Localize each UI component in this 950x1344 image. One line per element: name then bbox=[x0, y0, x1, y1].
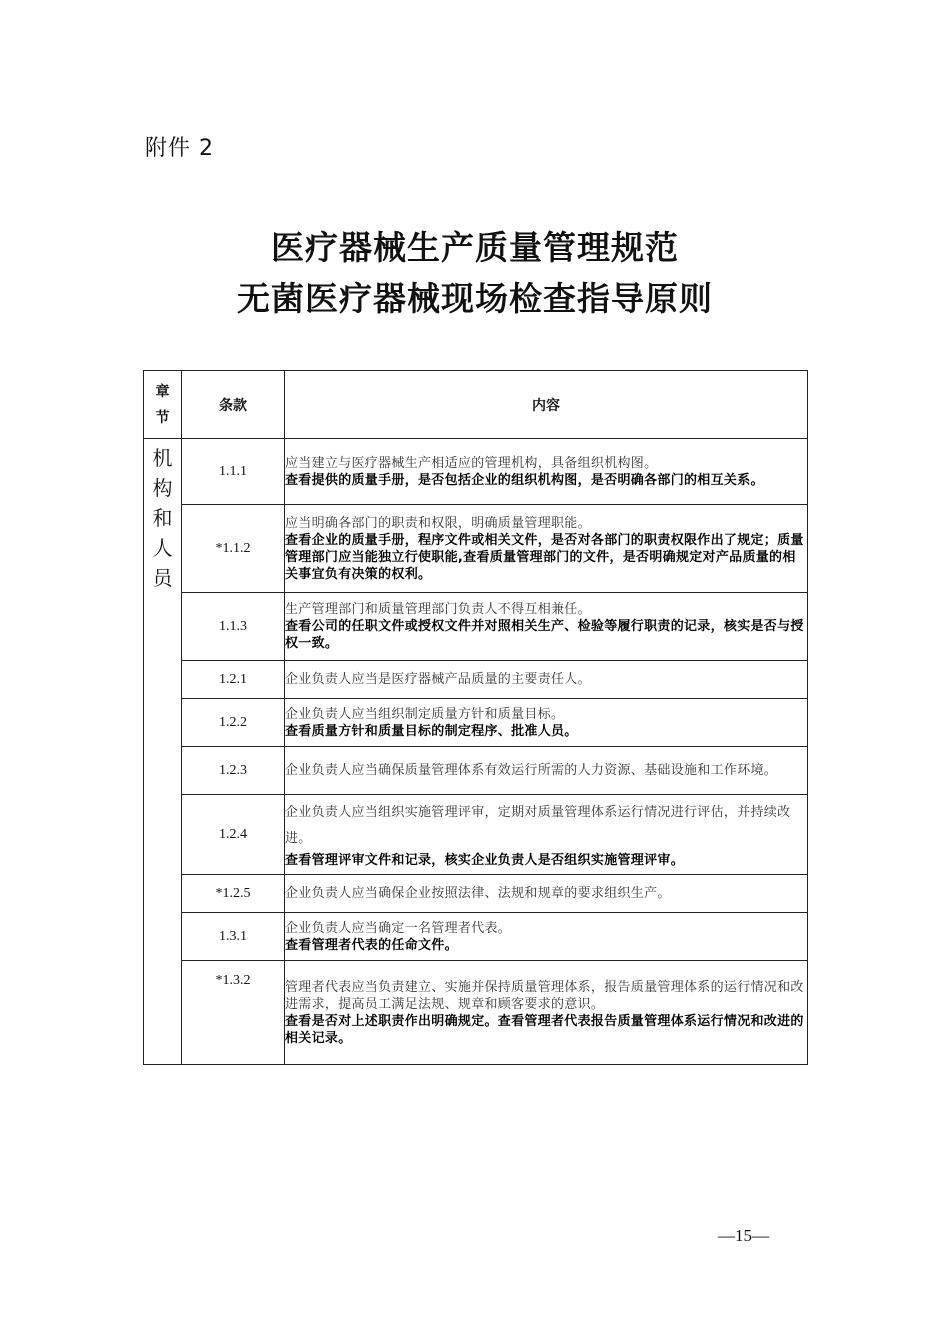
check-method-text: 查看公司的任职文件或授权文件并对照相关生产、检验等履行职责的记录，核实是否与授权一致。 bbox=[285, 619, 804, 651]
check-method-text: 查看质量方针和质量目标的制定程序、批准人员。 bbox=[285, 723, 578, 739]
clause-content bbox=[285, 961, 808, 1065]
attachment-label: 附件 2 bbox=[145, 136, 214, 161]
requirement-text: 生产管理部门和质量管理部门负责人不得互相兼任。 bbox=[285, 602, 591, 617]
inspection-table bbox=[143, 370, 808, 1065]
requirement-text: 应当明确各部门的职责和权限，明确质量管理职能。 bbox=[285, 515, 591, 531]
table-row bbox=[144, 505, 808, 593]
check-method-text: 查看管理者代表的任命文件。 bbox=[285, 937, 458, 953]
clause-number: 1.2.1 bbox=[182, 661, 285, 699]
requirement-text: 企业负责人应当组织实施管理评审，定期对质量管理体系运行情况进行评估，并持续改进。 bbox=[285, 805, 791, 846]
table-row bbox=[144, 961, 808, 1065]
requirement-text: 企业负责人应当确保质量管理体系有效运行所需的人力资源、基础设施和工作环境。 bbox=[285, 763, 778, 778]
header-content: 内容 bbox=[285, 371, 808, 439]
clause-content bbox=[285, 747, 808, 795]
clause-number: *1.1.2 bbox=[182, 505, 285, 593]
clause-content bbox=[285, 875, 808, 913]
chapter-cell: 机构和人员 bbox=[144, 439, 182, 1065]
clause-number: *1.2.5 bbox=[182, 875, 285, 913]
clause-content bbox=[285, 699, 808, 747]
clause-number: 1.2.4 bbox=[182, 795, 285, 875]
document-title-line-2: 无菌医疗器械现场检查指导原则 bbox=[237, 279, 713, 318]
table-row bbox=[144, 875, 808, 913]
requirement-text: 应当建立与医疗器械生产相适应的管理机构，具备组织机构图。 bbox=[285, 455, 658, 471]
page-number: —15— bbox=[718, 1226, 769, 1245]
table-row bbox=[144, 699, 808, 747]
requirement-text: 企业负责人应当组织制定质量方针和质量目标。 bbox=[285, 706, 565, 722]
table-row bbox=[144, 661, 808, 699]
header-chapter: 章节 bbox=[144, 371, 182, 439]
header-clause: 条款 bbox=[182, 371, 285, 439]
table-row bbox=[144, 747, 808, 795]
clause-number: 1.3.1 bbox=[182, 913, 285, 961]
clause-content bbox=[285, 505, 808, 593]
clause-content bbox=[285, 439, 808, 505]
requirement-text: 企业负责人应当是医疗器械产品质量的主要责任人。 bbox=[285, 672, 591, 687]
check-method-text: 查看管理评审文件和记录，核实企业负责人是否组织实施管理评审。 bbox=[285, 853, 685, 868]
clause-number: 1.1.1 bbox=[182, 439, 285, 505]
requirement-text: 管理者代表应当负责建立、实施并保持质量管理体系，报告质量管理体系的运行情况和改进需求，提高员工满足法规、规章和顾客要求的意识。 bbox=[285, 979, 804, 1012]
table-row bbox=[144, 439, 808, 505]
clause-content bbox=[285, 795, 808, 875]
requirement-text: 企业负责人应当确定一名管理者代表。 bbox=[285, 920, 512, 936]
clause-content bbox=[285, 661, 808, 699]
requirement-text: 企业负责人应当确保企业按照法律、法规和规章的要求组织生产。 bbox=[285, 886, 671, 901]
table-row bbox=[144, 593, 808, 661]
table-header-row bbox=[144, 371, 808, 439]
clause-number: 1.2.3 bbox=[182, 747, 285, 795]
clause-number: *1.3.2 bbox=[182, 961, 285, 1065]
table-row bbox=[144, 913, 808, 961]
clause-content bbox=[285, 913, 808, 961]
check-method-text: 查看是否对上述职责作出明确规定。查看管理者代表报告质量管理体系运行情况和改进的相关记录。 bbox=[285, 1013, 804, 1046]
table-row bbox=[144, 795, 808, 875]
clause-content bbox=[285, 593, 808, 661]
check-method-text: 查看提供的质量手册，是否包括企业的组织机构图，是否明确各部门的相互关系。 bbox=[285, 472, 764, 488]
clause-number: 1.2.2 bbox=[182, 699, 285, 747]
clause-number: 1.1.3 bbox=[182, 593, 285, 661]
document-title-line-1: 医疗器械生产质量管理规范 bbox=[271, 228, 679, 267]
check-method-text: 查看企业的质量手册，程序文件或相关文件，是否对各部门的职责权限作出了规定；质量管理部门应当能独立行使职能,查看质量管理部门的文件，是否明确规定对产品质量的相关事宜负有决策的权利。 bbox=[285, 532, 804, 582]
